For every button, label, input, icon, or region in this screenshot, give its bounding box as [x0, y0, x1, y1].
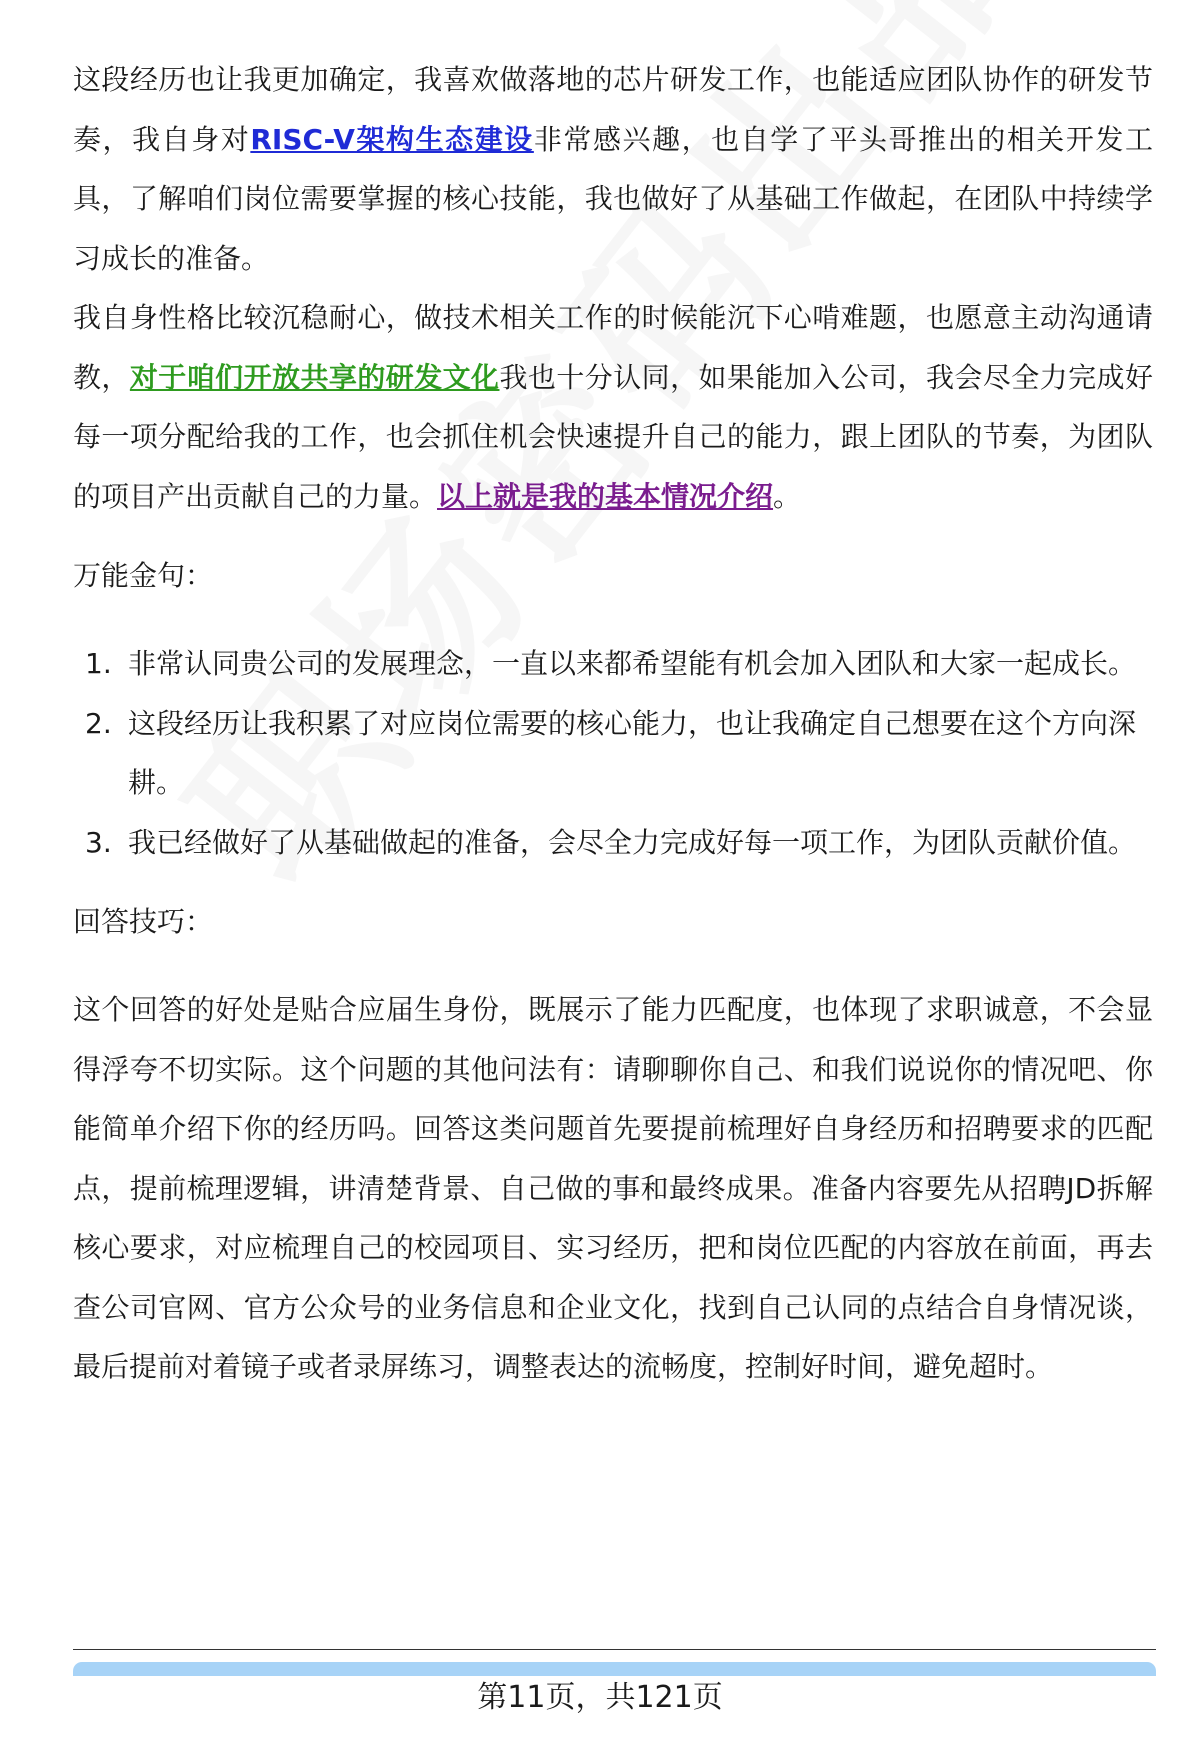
paragraph-experience	[73, 50, 1153, 288]
footer-divider	[73, 1649, 1156, 1650]
list-number: 3.	[85, 825, 112, 859]
tips-paragraph: 这个回答的好处是贴合应届生身份，既展示了能力匹配度，也体现了求职诚意，不会显得浮夸不切实际。这个问题的其他问法有：请聊聊你自己、和我们说说你的情况吧、你能简单介绍下你的经历吗。回答这类问题首先要提前梳理好自身经历和招聘要求的匹配点，提前梳理逻辑，讲清楚背景、自己做的事和最终成果。准备内容要先从招聘JD拆解核心要求，对应梳理自己的校园项目、实习经历，把和岗位匹配的内容放在前面，再去查公司官网、官方公众号的业务信息和企业文化，找到自己认同的点结合自身情况谈，最后提前对着镜子或者录屏练习，调整表达的流畅度，控制好时间，避免超时。	[73, 993, 1153, 1383]
list-item	[73, 694, 1153, 813]
tips-heading: 回答技巧：	[73, 905, 214, 938]
paragraph-text: 我自身性格比较沉稳耐心，做技术相关工作的时候能沉下心啃难题，也愿意主动沟通请教，	[73, 301, 1153, 394]
paragraph-text: 。	[773, 479, 802, 513]
list-number: 1.	[85, 647, 112, 680]
list-number: 2.	[85, 706, 112, 740]
paragraph-text: 我也十分认同，如果能加入公司，我会尽全力完成好每一项分配给我的工作，也会抓住机会快速提升自己的能力，跟上团队的节奏，为团队的项目产出贡献自己的力量。	[73, 360, 1153, 513]
highlight-culture: 对于咱们开放共享的研发文化	[129, 360, 500, 394]
list-text: 这段经历让我积累了对应岗位需要的核心能力，也让我确定自己想要在这个方向深耕。	[128, 706, 1137, 799]
paragraph-text: 这段经历也让我更加确定，我喜欢做落地的芯片研发工作，也能适应团队协作的研发节奏，我自身对	[73, 63, 1153, 156]
highlight-risc-v: RISC-V架构生态建设	[250, 122, 534, 156]
paragraph-text: 非常感兴趣，也自学了平头哥推出的相关开发工具，了解咱们岗位需要掌握的核心技能，我也做好了从基础工作做起，在团队中持续学习成长的准备。	[73, 122, 1153, 275]
list-item	[73, 634, 1153, 694]
golden-sentences-list	[73, 634, 1153, 872]
paragraph-personality	[73, 288, 1153, 526]
page-number-label: 第11页，共121页	[471, 1680, 728, 1715]
golden-sentences-heading: 万能金句：	[73, 559, 214, 592]
list-text: 我已经做好了从基础做起的准备，会尽全力完成好每一项工作，为团队贡献价值。	[128, 825, 1137, 859]
document-body	[73, 50, 1153, 1397]
page-number	[0, 1676, 1200, 1720]
list-text: 非常认同贵公司的发展理念，一直以来都希望能有机会加入团队和大家一起成长。	[128, 647, 1137, 680]
list-item	[73, 813, 1153, 873]
highlight-closing: 以上就是我的基本情况介绍	[437, 479, 774, 513]
